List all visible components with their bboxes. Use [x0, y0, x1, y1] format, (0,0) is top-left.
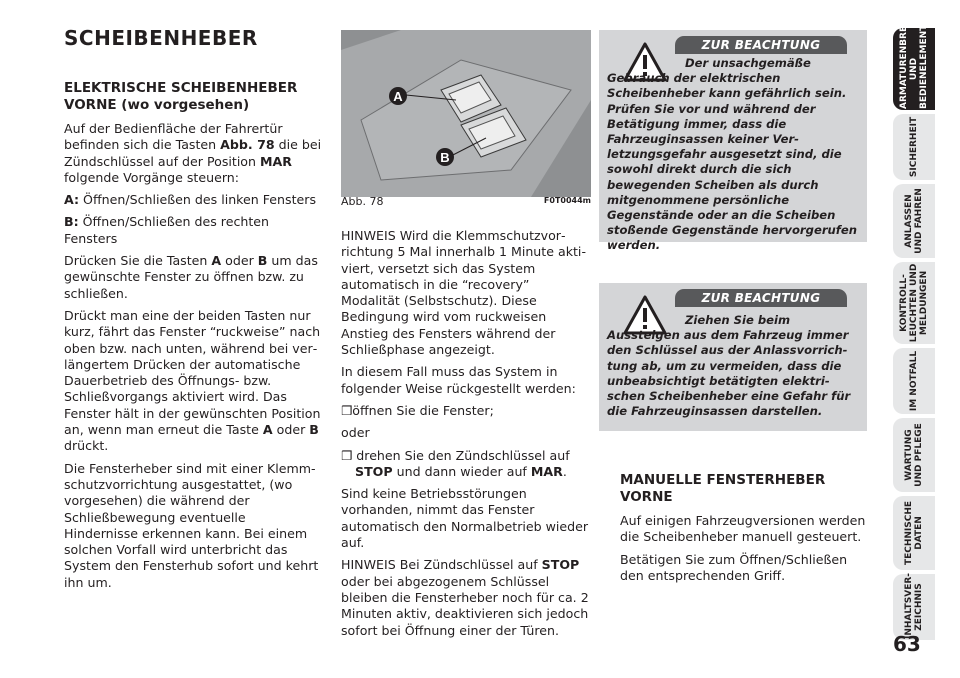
figure-code: F0T0044m	[543, 196, 591, 205]
text: Drücken Sie die Tasten	[64, 253, 212, 269]
tab-sicherheit[interactable]	[893, 114, 935, 180]
paragraph: In diesem Fall muss das System in folgender Weise rückgestellt werden:	[341, 364, 576, 396]
text: oder	[272, 422, 310, 438]
page-number: 63	[893, 632, 921, 656]
key-stop: STOP	[355, 463, 393, 479]
note-paragraph	[341, 557, 591, 638]
column-middle	[341, 228, 591, 645]
text: folgende Vorgänge steuern:	[64, 169, 240, 185]
figure-reference[interactable]: Abb. 78	[220, 137, 275, 153]
main-title: SCHEIBENHEBER	[64, 26, 258, 50]
paragraph	[64, 121, 322, 186]
label-a: A:	[64, 192, 80, 208]
tab-im-notfall[interactable]	[893, 348, 935, 414]
key-stop: STOP	[541, 557, 580, 573]
text: ❒ drehen Sie den Zündschlüssel auf	[341, 447, 570, 463]
text: oder	[221, 253, 258, 269]
text: Drückt man eine der beiden Tasten nur kurz, fährt das Fenster “ruckweise” nach oben bzw. nach unten, während bei verlängertem Drücken der automatische Dauerbetrieb des Öffnungs- bzw. Schließvorgangs aktiviert wird. Das Fenster hält in der gewünschten Position an, wenn man erneut die Taste	[64, 307, 321, 438]
tab-label: TECHNISCHE DATEN	[904, 500, 924, 566]
text: um das gewünschte Fenster zu öffnen bzw. zu schließen.	[64, 253, 318, 301]
tab-inhaltsverzeichnis[interactable]	[893, 574, 935, 640]
paragraph: Sind keine Betriebsstörungen vorhanden, nimmt das Fenster automatisch den Normalbetrieb wieder auf.	[341, 486, 589, 551]
warning-text: Der unsachgemäße Gebrauch der elektrischen Scheibenheber kann gefährlich sein. Prüfen Sie vor und während der Betätigung immer, dass die Fahrzeuginsassen keiner Verletzungsgefahr ausgesetzt sind, die sowohl direkt durch die sich bewegenden Scheiben als durch mitgenommene persönliche Gegenstände oder an die Scheiben stoßende Gegenstände hervorgerufen werden.	[607, 56, 857, 253]
key-a: A	[262, 422, 273, 438]
figure-caption	[341, 195, 591, 208]
section-title-manual: MANUELLE FENSTERHEBER VORNE	[620, 472, 826, 505]
item-a	[64, 192, 322, 208]
section-title-electric: ELEKTRISCHE SCHEIBENHEBER VORNE (wo vorgesehen)	[64, 80, 298, 113]
column-right	[620, 472, 866, 590]
tab-label: SICHERHEIT	[909, 116, 919, 178]
text: oder bei abgezogenem Schlüssel bleiben die Fensterheber noch für ca. 2 Minuten aktiv, deaktivieren sich jedoch sofort bei Öffnung einer der Türen.	[341, 573, 589, 638]
warning-text: Ziehen Sie beim Aussteigen aus dem Fahrzeug immer den Schlüssel aus der Anlassvorrichtung ab, um zu vermeiden, dass die unbeabsichtigt betätigten elektrischen Scheibenheber eine Gefahr für die Fahrzeuginsassen darstellen.	[607, 313, 851, 419]
key-b: B	[257, 253, 268, 269]
figure-number: Abb. 78	[341, 195, 384, 208]
tab-anlassen[interactable]	[893, 184, 935, 258]
text: HINWEIS Bei Zündschlüssel auf	[341, 557, 542, 573]
text: .	[562, 463, 567, 479]
key-mar: MAR	[530, 463, 563, 479]
tab-kontrollleuchten[interactable]	[893, 262, 935, 344]
tab-label: WARTUNG UND PFLEGE	[904, 423, 924, 487]
tab-label: IM NOTFALL	[909, 350, 919, 412]
text: drückt.	[64, 438, 109, 454]
callout-a-label: A	[393, 89, 403, 104]
tab-label: INHALTSVER- ZEICHNIS	[904, 572, 924, 639]
warning-box-2	[599, 283, 867, 431]
paragraph: Die Fensterheber sind mit einer Klemmschutzvorrichtung ausgestattet, (wo vorgesehen) die während der Schließbewegung eventuelle Hindernisse erkennen kann. Bei einem solchen Vorfall wird unterbricht das System den Fensterhub sofort und kehrt ihn um.	[64, 460, 319, 590]
list-item	[341, 448, 591, 481]
text: Auf der Bedienfläche der Fahrertür befinden sich die Tasten	[64, 121, 283, 153]
paragraph: Betätigen Sie zum Öffnen/Schließen den entsprechenden Griff.	[620, 551, 848, 583]
key-a: A	[211, 253, 222, 269]
tab-label: ARMATURENBRETT UND BEDIENELEMENTE	[899, 13, 929, 109]
page-title	[64, 26, 324, 70]
text: Öffnen/Schließen des linken Fensters	[79, 192, 317, 208]
paragraph: Auf einigen Fahrzeugversionen werden die Scheibenheber manuell gesteuert.	[620, 513, 866, 545]
key-position: MAR	[260, 153, 292, 169]
paragraph	[64, 308, 322, 455]
figure-window-switches	[341, 30, 591, 197]
tab-label: KONTROLL- LEUCHTEN UND MELDUNGEN	[899, 263, 929, 343]
warning-tag: ZUR BEACHTUNG	[675, 289, 847, 307]
note-paragraph: HINWEIS Wird die Klemmschutzvorrichtung 5 Mal innerhalb 1 Minute aktiviert, versetzt sich das System automatisch in die “recovery” Modalität (Selbstschutz). Diese Bedingung wird vom ruckweisen Anstieg des Fensters während der Schließphase angezeigt.	[341, 228, 586, 358]
column-left	[64, 80, 322, 597]
item-b	[64, 214, 322, 247]
figure-illustration	[341, 30, 591, 197]
tab-wartung[interactable]	[893, 418, 935, 492]
tab-armaturenbrett[interactable]	[893, 13, 935, 110]
paragraph: oder	[341, 425, 370, 441]
text: und dann wieder auf	[392, 463, 531, 479]
list-item: ❒öffnen Sie die Fenster;	[341, 402, 494, 418]
text: Öffnen/Schließen des rechten Fensters	[64, 214, 270, 246]
callout-b-label: B	[440, 150, 450, 165]
tab-label: ANLASSEN UND FAHREN	[904, 188, 924, 254]
tab-technische-daten[interactable]	[893, 496, 935, 570]
label-b: B:	[64, 214, 79, 230]
text: die bei Zündschlüssel auf der Position	[64, 137, 322, 169]
paragraph	[64, 253, 322, 302]
warning-box-1	[599, 30, 867, 253]
key-b: B	[309, 422, 319, 438]
warning-tag: ZUR BEACHTUNG	[675, 36, 847, 54]
